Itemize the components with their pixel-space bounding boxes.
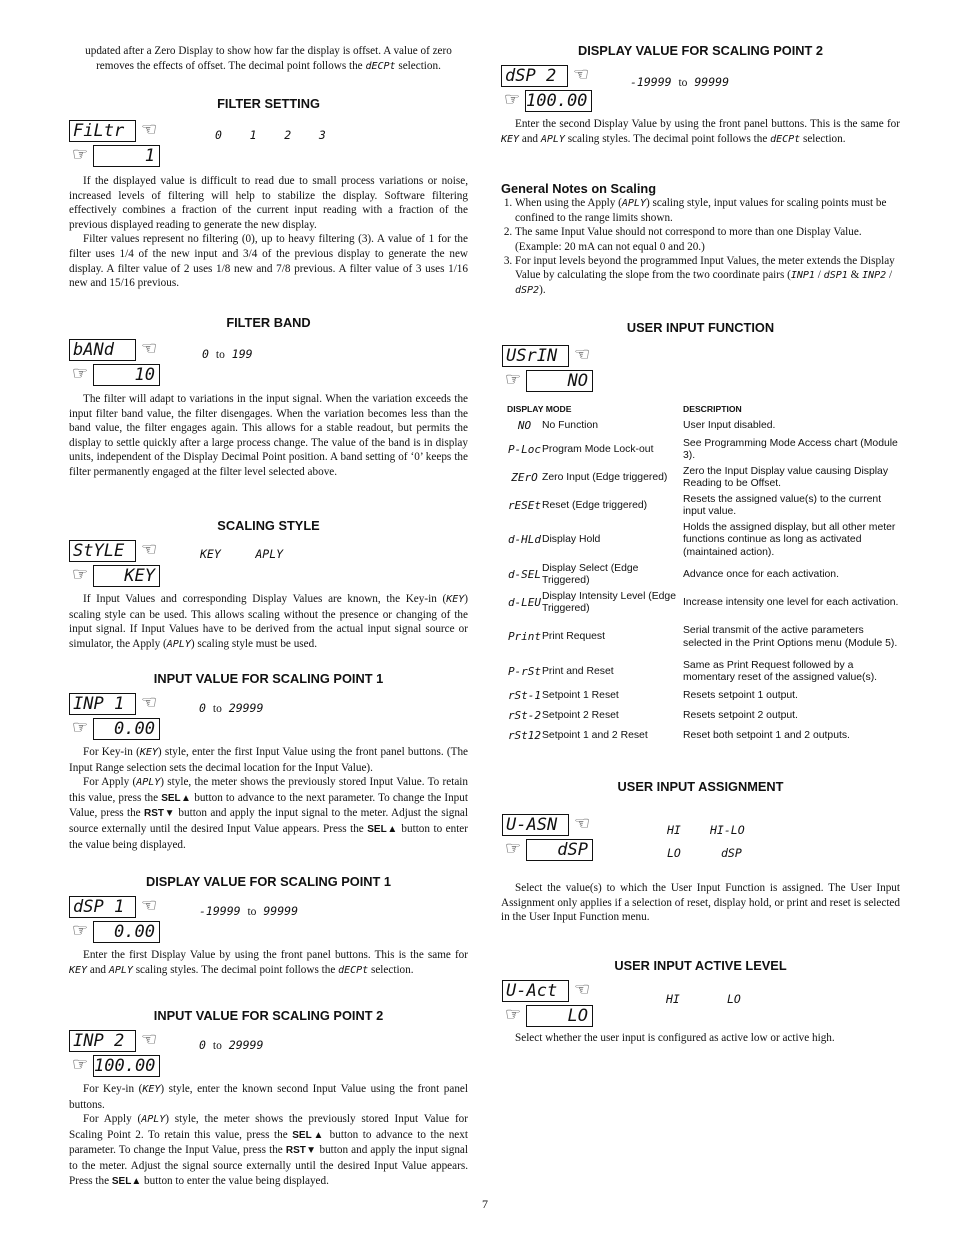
table-row (507, 492, 901, 520)
hand-pointer-icon: ☞ (72, 144, 89, 165)
hand-pointer-icon: ☞ (72, 1054, 89, 1075)
paragraph: If Input Values and corresponding Display Values are known, the Key-in (KEY) scaling style can be used. This allows scaling without the presence or changing of the input signal. If Input Values have to be derived from the actual input signal source or simulator, the Apply (APLY) scaling style must be used. (69, 593, 468, 650)
mode-cell: Setpoint 1 Reset (542, 689, 619, 701)
column-header-description: DESCRIPTION (683, 403, 742, 414)
hand-pointer-icon: ☜ (574, 344, 591, 365)
section-title: DISPLAY VALUE FOR SCALING POINT 1 (145, 874, 392, 889)
table-row (507, 561, 901, 589)
table-row (507, 464, 901, 492)
table-header-row (507, 402, 901, 416)
rst-key-label: RST▼ (285, 1145, 317, 1157)
scaling-style-section (69, 518, 468, 533)
hand-pointer-icon: ☜ (141, 539, 158, 560)
uasn-option: HI-LO (710, 823, 745, 837)
table-row (507, 520, 901, 561)
hand-pointer-icon: ☜ (141, 1029, 158, 1050)
offset-text: updated after a Zero Display to show how far the display is offset. A value of zero removes the effects of offset. The decimal point follows the (85, 45, 452, 72)
hand-pointer-icon: ☞ (505, 838, 522, 859)
paragraph: Enter the first Display Value by using the front panel buttons. This is the same for KEY and APLY scaling styles. The decimal point follows the dECPt selection. (69, 949, 468, 976)
hand-pointer-icon: ☞ (72, 564, 89, 585)
band-text (69, 392, 468, 480)
user-input-active-level-section (501, 958, 900, 973)
section-title: FILTER BAND (226, 315, 311, 330)
description-cell: Resets the assigned value(s) to the current input value. (683, 493, 882, 517)
dsp1-section (69, 874, 468, 889)
mode-cell: No Function (542, 419, 599, 431)
page-number: 7 (482, 1197, 488, 1211)
paragraph: For Key-in (KEY) style, enter the known second Input Value using the front panel buttons. (69, 1083, 468, 1111)
notes-list (501, 196, 900, 298)
lcd-bottom-display: 100.00 (93, 1055, 160, 1077)
table-row (507, 706, 901, 726)
mode-cell: Print and Reset (542, 665, 614, 677)
filter-band-section (69, 315, 468, 330)
lcd-top-display: dSP 2 (501, 65, 568, 87)
display-code: ZErO (511, 470, 538, 484)
description-cell: Holds the assigned display, but all other meter functions continue as long as activated (maintained action). (683, 521, 896, 558)
dsp2-section (501, 43, 900, 58)
section-title: USER INPUT ACTIVE LEVEL (614, 958, 787, 973)
display-code: rSt-2 (507, 708, 542, 722)
mode-cell: Display Select (Edge Triggered) (542, 562, 639, 586)
display-code: Print (507, 630, 542, 644)
lcd-top-display: U-Act (502, 980, 569, 1002)
lcd-top-display: bANd (69, 339, 136, 361)
style-text (69, 592, 468, 652)
filter-text (69, 174, 468, 291)
uasn-option: dSP (721, 846, 742, 860)
section-title: General Notes on Scaling (501, 181, 657, 196)
description-cell: Serial transmit of the active parameters selected in the Print Options menu (Module 5). (683, 625, 898, 649)
hand-pointer-icon: ☞ (72, 717, 89, 738)
table-row (507, 617, 901, 658)
paragraph: Enter the second Display Value by using the front panel buttons. This is the same for KEY and APLY scaling styles. The decimal point follows the dECPt selection. (501, 118, 900, 145)
hand-pointer-icon: ☜ (141, 692, 158, 713)
sel-key-label: SEL▲ (367, 823, 398, 835)
description-cell: Increase intensity one level for each activation. (683, 596, 899, 608)
range-from: 0 (202, 347, 209, 361)
dsp2-text (501, 117, 900, 147)
paragraph: Select the value(s) to which the User Input Function is assigned. The User Input Assignment only applies if a selection of reset, display hold, or print and reset is selected in the User Input Function menu. (501, 882, 900, 924)
user-input-function-table (507, 402, 901, 746)
lcd-top-display: StYLE (69, 540, 136, 562)
lcd-top-display: FiLtr (69, 120, 136, 142)
dsp2-range: -19999 to 99999 (630, 75, 729, 89)
table-row (507, 658, 901, 686)
inp2-section (69, 1008, 468, 1023)
mode-cell: Display Hold (542, 534, 601, 546)
hand-pointer-icon: ☜ (573, 64, 590, 85)
table-row (507, 589, 901, 617)
lcd-top-display: INP 1 (69, 693, 136, 715)
table-row (507, 726, 901, 746)
display-code: rESEt (507, 498, 542, 512)
display-code: P-Loc (507, 442, 542, 456)
display-code: rSt12 (507, 728, 542, 742)
paragraph: For Apply (APLY) style, the meter shows the previously stored Input Value. To retain this value, press the SEL▲ button to advance to the next parameter. To change the Input Value, press the RST▼ button and apply the input signal to the meter. Adjust the signal source externally until the desired Input Value appears. Press the SEL▲ button to enter the value being displayed. (69, 776, 468, 851)
column-header-display-mode: DISPLAY MODE (507, 403, 572, 414)
description-cell: Advance once for each activation. (683, 568, 839, 580)
uasn-option: LO (667, 846, 681, 860)
offset-paragraph (69, 44, 468, 74)
lcd-bottom-display: 100.00 (525, 90, 592, 112)
decpt-code: dECPt (365, 60, 396, 72)
sel-key-label: SEL▲ (292, 1129, 326, 1141)
uasn-option: HI (667, 823, 681, 837)
table-row (507, 436, 901, 464)
section-title: USER INPUT FUNCTION (626, 320, 775, 335)
display-code: rSt-1 (507, 688, 542, 702)
table-row (507, 416, 901, 436)
lcd-top-display: dSP 1 (69, 896, 136, 918)
hand-pointer-icon: ☞ (505, 1004, 522, 1025)
section-title: SCALING STYLE (217, 518, 320, 533)
paragraph: For Key-in (KEY) style, enter the first Input Value using the front panel buttons. (The Input Range selection sets the decimal location for the Input Value). (69, 746, 469, 774)
paragraph: The filter will adapt to variations in the input signal. When the variation exceeds the input filter band value, the filter disengages. When the variation becomes less than the band value, the filter engages again. This allows for a stable readout, but permits the display to settle quickly after a large process change. The value of the band is in display units, independent of the Display Decimal Point position. A band setting of ‘0’ keeps the filter permanently engaged at the filter level selected above. (69, 393, 468, 478)
hand-pointer-icon: ☜ (141, 338, 158, 359)
uasn-text (501, 881, 900, 925)
list-item: 1. When using the Apply (APLY) scaling style, input values for scaling points must be confined to the range limits shown. (515, 196, 900, 225)
mode-cell: Zero Input (Edge triggered) (542, 471, 668, 483)
section-title: INPUT VALUE FOR SCALING POINT 2 (153, 1008, 384, 1023)
dsp1-text (69, 948, 468, 978)
mode-cell: Display Intensity Level (Edge Triggered) (542, 590, 676, 614)
hand-pointer-icon: ☜ (141, 119, 158, 140)
hand-pointer-icon: ☞ (504, 89, 521, 110)
general-notes-section (501, 181, 900, 298)
lcd-bottom-display: 0.00 (93, 921, 160, 943)
lcd-bottom-display: NO (526, 370, 593, 392)
mode-cell: Reset (Edge triggered) (542, 499, 648, 511)
band-range (202, 347, 253, 361)
table-row (507, 686, 901, 706)
lcd-bottom-display: 1 (93, 145, 160, 167)
mode-cell: Setpoint 2 Reset (542, 709, 619, 721)
display-code: d-HLd (507, 533, 542, 547)
list-item: 2. The same Input Value should not correspond to more than one Display Value. (Example: 20 mA can not equal 0 and 20.) (515, 225, 900, 253)
uact-text (501, 1031, 900, 1046)
hand-pointer-icon: ☞ (72, 920, 89, 941)
lcd-bottom-display: 10 (93, 364, 160, 386)
description-cell: See Programming Mode Access chart (Module 3). (683, 437, 898, 461)
user-input-function-section (501, 320, 900, 335)
user-input-assignment-section (501, 779, 900, 794)
list-item: 3. For input levels beyond the programmed Input Values, the meter extends the Display Value by calculating the slope from the two coordinate pairs (INP1 / dSP1 & INP2 / dSP2). (515, 254, 900, 299)
hand-pointer-icon: ☜ (141, 895, 158, 916)
inp2-range: 0 to 29999 (199, 1038, 264, 1052)
lcd-bottom-display: dSP (526, 839, 593, 861)
inp2-text (69, 1082, 468, 1189)
display-code: d-SEL (507, 567, 542, 581)
description-cell: User Input disabled. (683, 419, 776, 431)
mode-cell: Print Request (542, 631, 605, 643)
paragraph: Filter values represent no filtering (0), up to heavy filtering (3). A value of 1 for the filter uses 1/4 of the new input and 3/4 of the previous display to generate the new display. A filter value of 2 uses 1/8 new and 7/8 previous. A filter value of 3 uses 1/16 new and 15/16 previous. (69, 233, 468, 290)
lcd-top-display: USrIN (502, 345, 569, 367)
sel-key-label: SEL▲ (161, 792, 192, 804)
description-cell: Reset both setpoint 1 and 2 outputs. (683, 729, 850, 741)
mode-cell: Program Mode Lock-out (542, 443, 654, 455)
section-title: INPUT VALUE FOR SCALING POINT 1 (153, 671, 384, 686)
dsp1-range: -19999 to 99999 (199, 904, 298, 918)
lcd-top-display: U-ASN (502, 814, 569, 836)
offset-text-end: selection. (395, 59, 441, 72)
range-to-word: to (215, 349, 225, 361)
paragraph: If the displayed value is difficult to read due to small process variations or noise, increased levels of filtering will help to stabilize the display. Software filtering effectively combines a fraction of the current input reading with a fraction of the previous displayed reading to generate the new display. (69, 175, 468, 231)
hand-pointer-icon: ☞ (72, 363, 89, 384)
display-code: NO (517, 418, 532, 432)
section-title: FILTER SETTING (217, 96, 320, 111)
paragraph: Select whether the user input is configured as active low or active high. (515, 1032, 835, 1044)
inp1-text (69, 745, 468, 852)
mode-cell: Setpoint 1 and 2 Reset (542, 729, 648, 741)
inp1-range: 0 to 29999 (199, 701, 264, 715)
hand-pointer-icon: ☞ (505, 369, 522, 390)
inp1-section (69, 671, 468, 686)
section-title: USER INPUT ASSIGNMENT (617, 779, 784, 794)
description-cell: Resets setpoint 2 output. (683, 709, 798, 721)
paragraph: For Apply (APLY) style, the meter shows the previously stored Input Value for Scaling Point 2. To retain this value, press the SEL▲ button to advance to the next parameter. To change the Input Value, press the RST▼ button and apply the input signal to the meter. Adjust the signal source externally until the desired Input Value appears. Press the SEL▲ button to enter the value being displayed. (69, 1113, 468, 1187)
display-code: P-rSt (507, 664, 542, 678)
style-options: KEY APLY (200, 547, 284, 561)
lcd-bottom-display: 0.00 (93, 718, 160, 740)
filter-options: 0 1 2 3 (215, 128, 326, 142)
uact-option: HI (666, 992, 680, 1006)
display-code: d-LEU (507, 595, 542, 609)
hand-pointer-icon: ☜ (574, 813, 591, 834)
uact-option: LO (727, 992, 741, 1006)
filter-setting-section (69, 96, 468, 111)
description-cell: Resets setpoint 1 output. (683, 689, 798, 701)
lcd-bottom-display: LO (526, 1005, 593, 1027)
range-to: 199 (231, 347, 253, 361)
table-body (507, 416, 901, 746)
hand-pointer-icon: ☜ (574, 979, 591, 1000)
sel-key-label: SEL▲ (111, 1175, 142, 1187)
section-title: DISPLAY VALUE FOR SCALING POINT 2 (577, 43, 824, 58)
lcd-bottom-display: KEY (93, 565, 160, 587)
rst-key-label: RST▼ (144, 808, 176, 820)
description-cell: Same as Print Request followed by a momentary reset of the assigned value(s). (683, 659, 878, 683)
lcd-top-display: INP 2 (69, 1030, 136, 1052)
description-cell: Zero the Input Display value causing Display Reading to be Offset. (683, 465, 889, 489)
